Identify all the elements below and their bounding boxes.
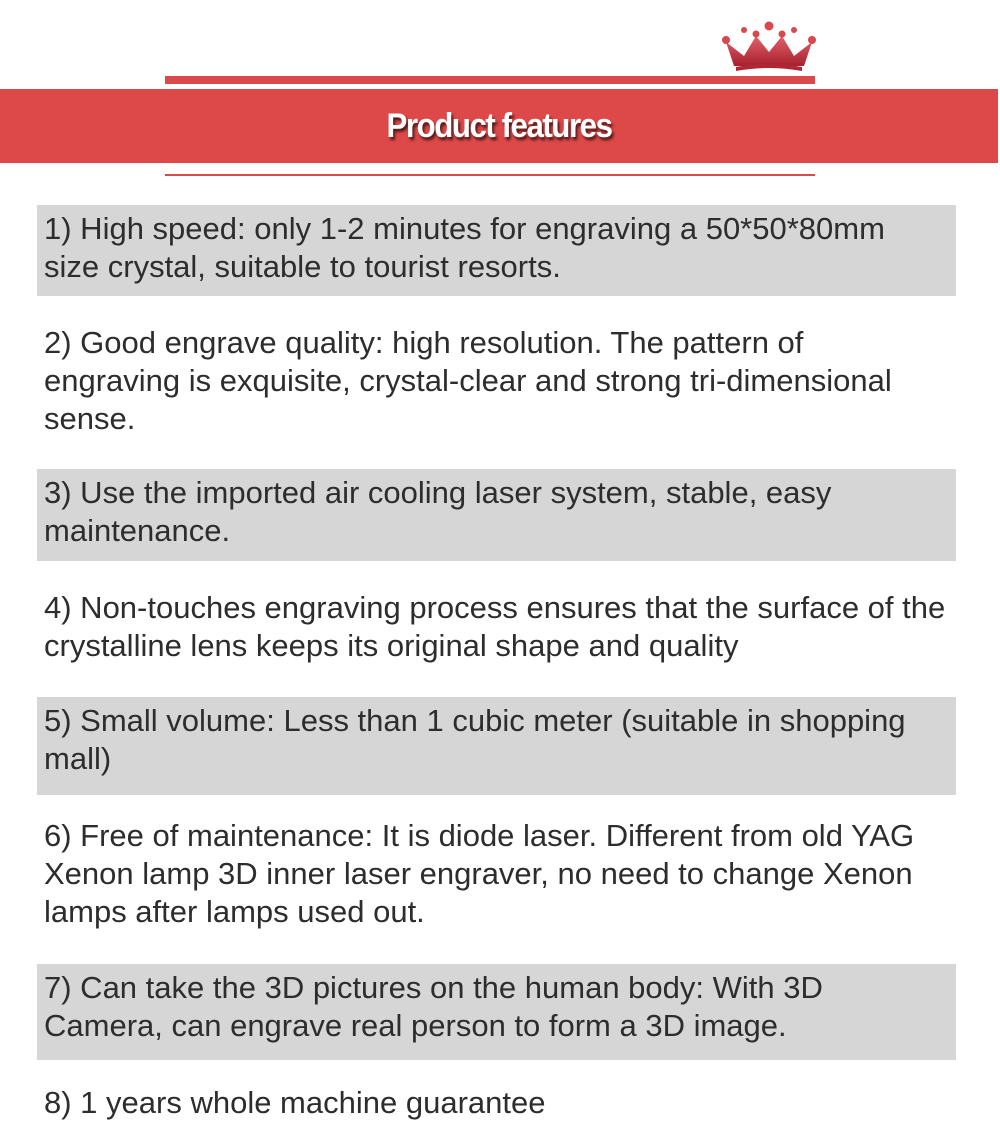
feature-item-6: 6) Free of maintenance: It is diode laser. Different from old YAG Xenon lamp 3D inner laser engraver, no need to change Xenon lamps after lamps used out. — [44, 818, 915, 929]
feature-item-1: 1) High speed: only 1-2 minutes for engraving a 50*50*80mm size crystal, suitable to tourist resorts. — [37, 205, 956, 296]
header-rule-bottom — [165, 174, 815, 176]
feature-item-8: 8) 1 years whole machine guarantee — [44, 1085, 546, 1120]
crown-icon — [720, 20, 818, 72]
feature-item-5: 5) Small volume: Less than 1 cubic meter (suitable in shopping mall) — [37, 697, 956, 795]
feature-item-2: 2) Good engrave quality: high resolution. The pattern of engraving is exquisite, crystal-clear and strong tri-dimensional sense. — [44, 325, 892, 436]
feature-item-4: 4) Non-touches engraving process ensures that the surface of the crystalline lens keeps its original shape and quality — [44, 590, 946, 663]
title-banner — [0, 89, 998, 163]
feature-item-3: 3) Use the imported air cooling laser system, stable, easy maintenance. — [37, 469, 956, 561]
header-rule-top — [165, 76, 815, 84]
page-title: Product features — [386, 107, 612, 145]
feature-item-7: 7) Can take the 3D pictures on the human body: With 3D Camera, can engrave real person to form a 3D image. — [37, 964, 956, 1060]
